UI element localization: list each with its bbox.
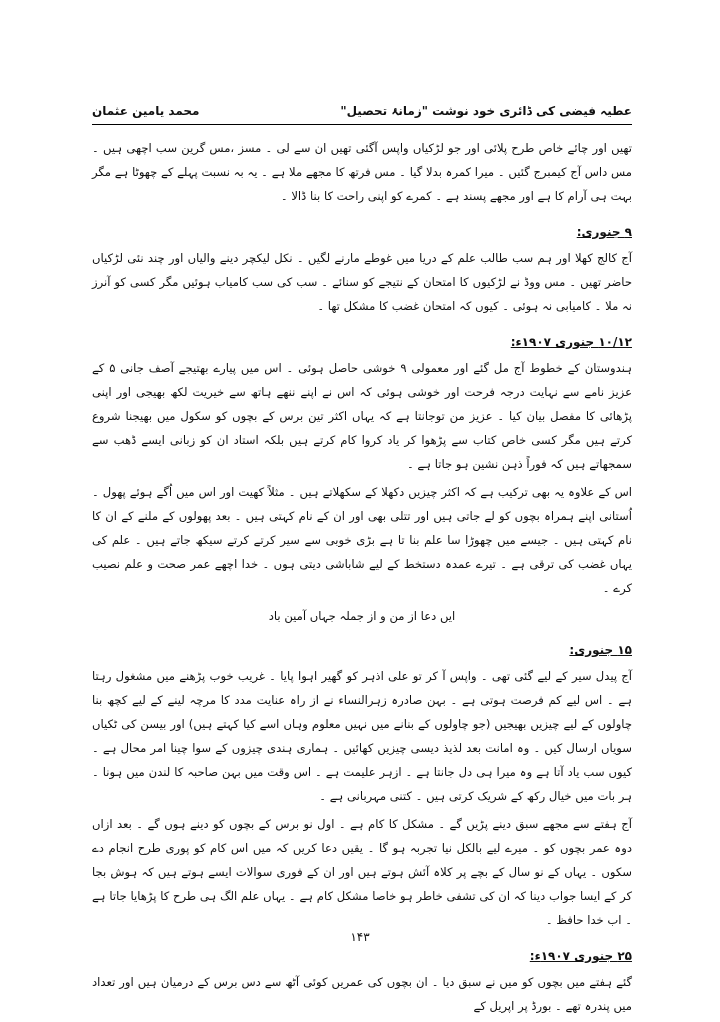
header-rule bbox=[92, 124, 632, 125]
paragraph: آج ہفتے سے مجھے سبق دینے پڑیں گے ۔ مشکل کا کام ہے ۔ اول نو برس کے بچوں کو دینے ہوں گے ۔ بعد ازاں دوہ عمر بچوں کو ۔ میرے لیے بالکل نیا تجربہ ہو گا ۔ یقیں دعا کریں کہ میں اس کام کو پوری طرح انجام دے سکوں ۔ یہاں کے نو سال کے بچے پر کلاہ آئش ہوتے ہیں اور ان کے فوری سوالات ایسے ہوتے ہیں کہ ہوش بجا کر کے ایسا جواب دینا کہ ان کی تشفی خاطر ہو خاصا مشکل کام ہے ۔ یہاں علم الگ ہی طرح کا پڑھایا جاتا ہے ۔ اب خدا حافظ ۔ bbox=[92, 817, 632, 927]
paragraph: اس کے علاوہ یہ بھی ترکیب ہے کہ اکثر چیزیں دکھلا کے سکھلاتے ہیں ۔ مثلاً کھیت اور اس میں اُگے ہوئے پھول ۔ اُستانی اپنے ہمراہ بچوں کو لے جاتی ہیں اور تتلی بھی اور ان کے نام کہتی ہیں ۔ بعد پھولوں کے ملنے کے ان کا نام کہتی ہیں ۔ جیسے میں چھوڑا سا علم بنا تا ہے بڑی خوبی سے سیر کرتے کرتے سیکھ جاتے ہیں ۔ علم کی یہاں غضب کی ترقی ہے ۔ تیرے عمدہ دستخط کے لیے شاباشی دیتی ہوں ۔ خدا اچھے عمر صحت و علم نصیب کرے ۔ bbox=[92, 485, 632, 595]
paragraph: آج کالج کھلا اور ہم سب طالب علم کے دریا میں غوطے مارنے لگیں ۔ نکل لیکچر دینے والیاں اور چند نئی لڑکیاں حاضر تھیں ۔ مس ووڈ نے لڑکیوں کا امتحان کے نتیجے کو سنائے ۔ سب کی سب کامیاب ہوئیں مگر کسی کو آنرز نہ ملا ۔ کامیابی نہ ہوئی ۔ کیوں کہ امتحان غضب کا مشکل تھا ۔ bbox=[92, 251, 632, 313]
paragraph: تھیں اور چائے خاص طرح پلائی اور جو لڑکیاں واپس آگئی تھیں ان سے لی ۔ مسز ،مس گرین سب اچھی ہیں ۔ مس داس آج کیمبرج گئیں ۔ میرا کمرہ بدلا گیا ۔ مس فرتھ کا مجھے ملا ہے ۔ یہ بہ نسبت پہلے کے چھوٹا ہے مگر بہت ہی آرام کا ہے اور مجھے پسند ہے ۔ کمرے کو اپنی راحت کا بنا ڈالا ۔ bbox=[92, 141, 632, 203]
page-header bbox=[92, 104, 632, 118]
paragraph: آج پیدل سیر کے لیے گئی تھی ۔ واپس آ کر تو علی اذہر کو گھیر اہوا پایا ۔ غریب خوب پڑھنے میں مشغول رہتا ہے ۔ اس لیے کم فرصت ہوتی ہے ۔ بہن صادرہ زہرالنساء نے از راہ عنایت مدد کا مرچہ لینے کے لیے کچھ بنا چاولوں کے لیے چیزیں بھیجیں (جو چاولوں کے بنانے میں نہیں معلوم وہاں اسے کیا کہتے ہیں) اور بیسن کی ٹکیاں سویاں ارسال کیں ۔ وہ امانت بعد لذیذ دیسی چیزیں کھائیں ۔ ہماری ہندی چیزوں کے سوا چینا امر محال ہے ۔ کیوں سب یاد آتا ہے وہ میرا ہی دل جانتا ہے ۔ ازہر علیمت ہے ۔ اس وقت میں بہن صاحبہ کا لندن میں ہونا ۔ ہر بات میں خیال رکھ کے شریک کرتی ہیں ۔ کتنی مہربانی ہے ۔ bbox=[92, 669, 632, 803]
paragraph: گئے ہفتے میں بچوں کو میں نے سبق دیا ۔ ان بچوں کی عمریں کوئی آٹھ سے دس برس کے درمیان ہیں اور تعداد میں پندرہ تھے ۔ بورڈ پر اپریل کے bbox=[92, 975, 632, 1013]
running-title: عطیہ فیضی کی ڈائری خود نوشت "زمانۂ تحصیل" bbox=[340, 104, 632, 118]
running-author: محمد یامین عثمان bbox=[92, 104, 200, 118]
verse-line: ایں دعا از من و از جملہ جہاں آمین باد bbox=[268, 609, 456, 623]
diary-date-heading: ۹ جنوری: bbox=[576, 225, 632, 239]
diary-date-heading: ۱۵ جنوری: bbox=[569, 643, 632, 657]
diary-date-heading: ۲۵ جنوری ۱۹۰۷ء: bbox=[529, 949, 632, 963]
diary-date-heading: ۱۰/۱۲ جنوری ۱۹۰۷ء: bbox=[510, 335, 632, 349]
page-body bbox=[92, 136, 632, 1022]
paragraph: ہندوستان کے خطوط آج مل گئے اور معمولی ۹ خوشی حاصل ہوئی ۔ اس میں پیارے بھتیجے آصف جانی ۵ کے عزیز نامے سے نہایت درجہ فرحت اور خوشی ہوئی کہ اس نے اپنے ننھے ہاتھ سے خیریت لکھ بھیجی اور اپنی پڑھائی کا مفصل بیان کیا ۔ عزیز من توجانتا ہے کہ یہاں اکثر تین برس کے بچوں کو سکول میں بھیجنا شروع کرتے ہیں مگر کسی خاص کتاب سے پڑھوا کر یاد کروا کام کرتے ہیں بلکہ استاد ان کو زبانی ایسے ڈھب سے سمجھاتے ہیں کہ فوراً ذہن نشین ہو جاتا ہے ۔ bbox=[92, 361, 633, 471]
page-number: ۱۴۳ bbox=[350, 930, 370, 944]
